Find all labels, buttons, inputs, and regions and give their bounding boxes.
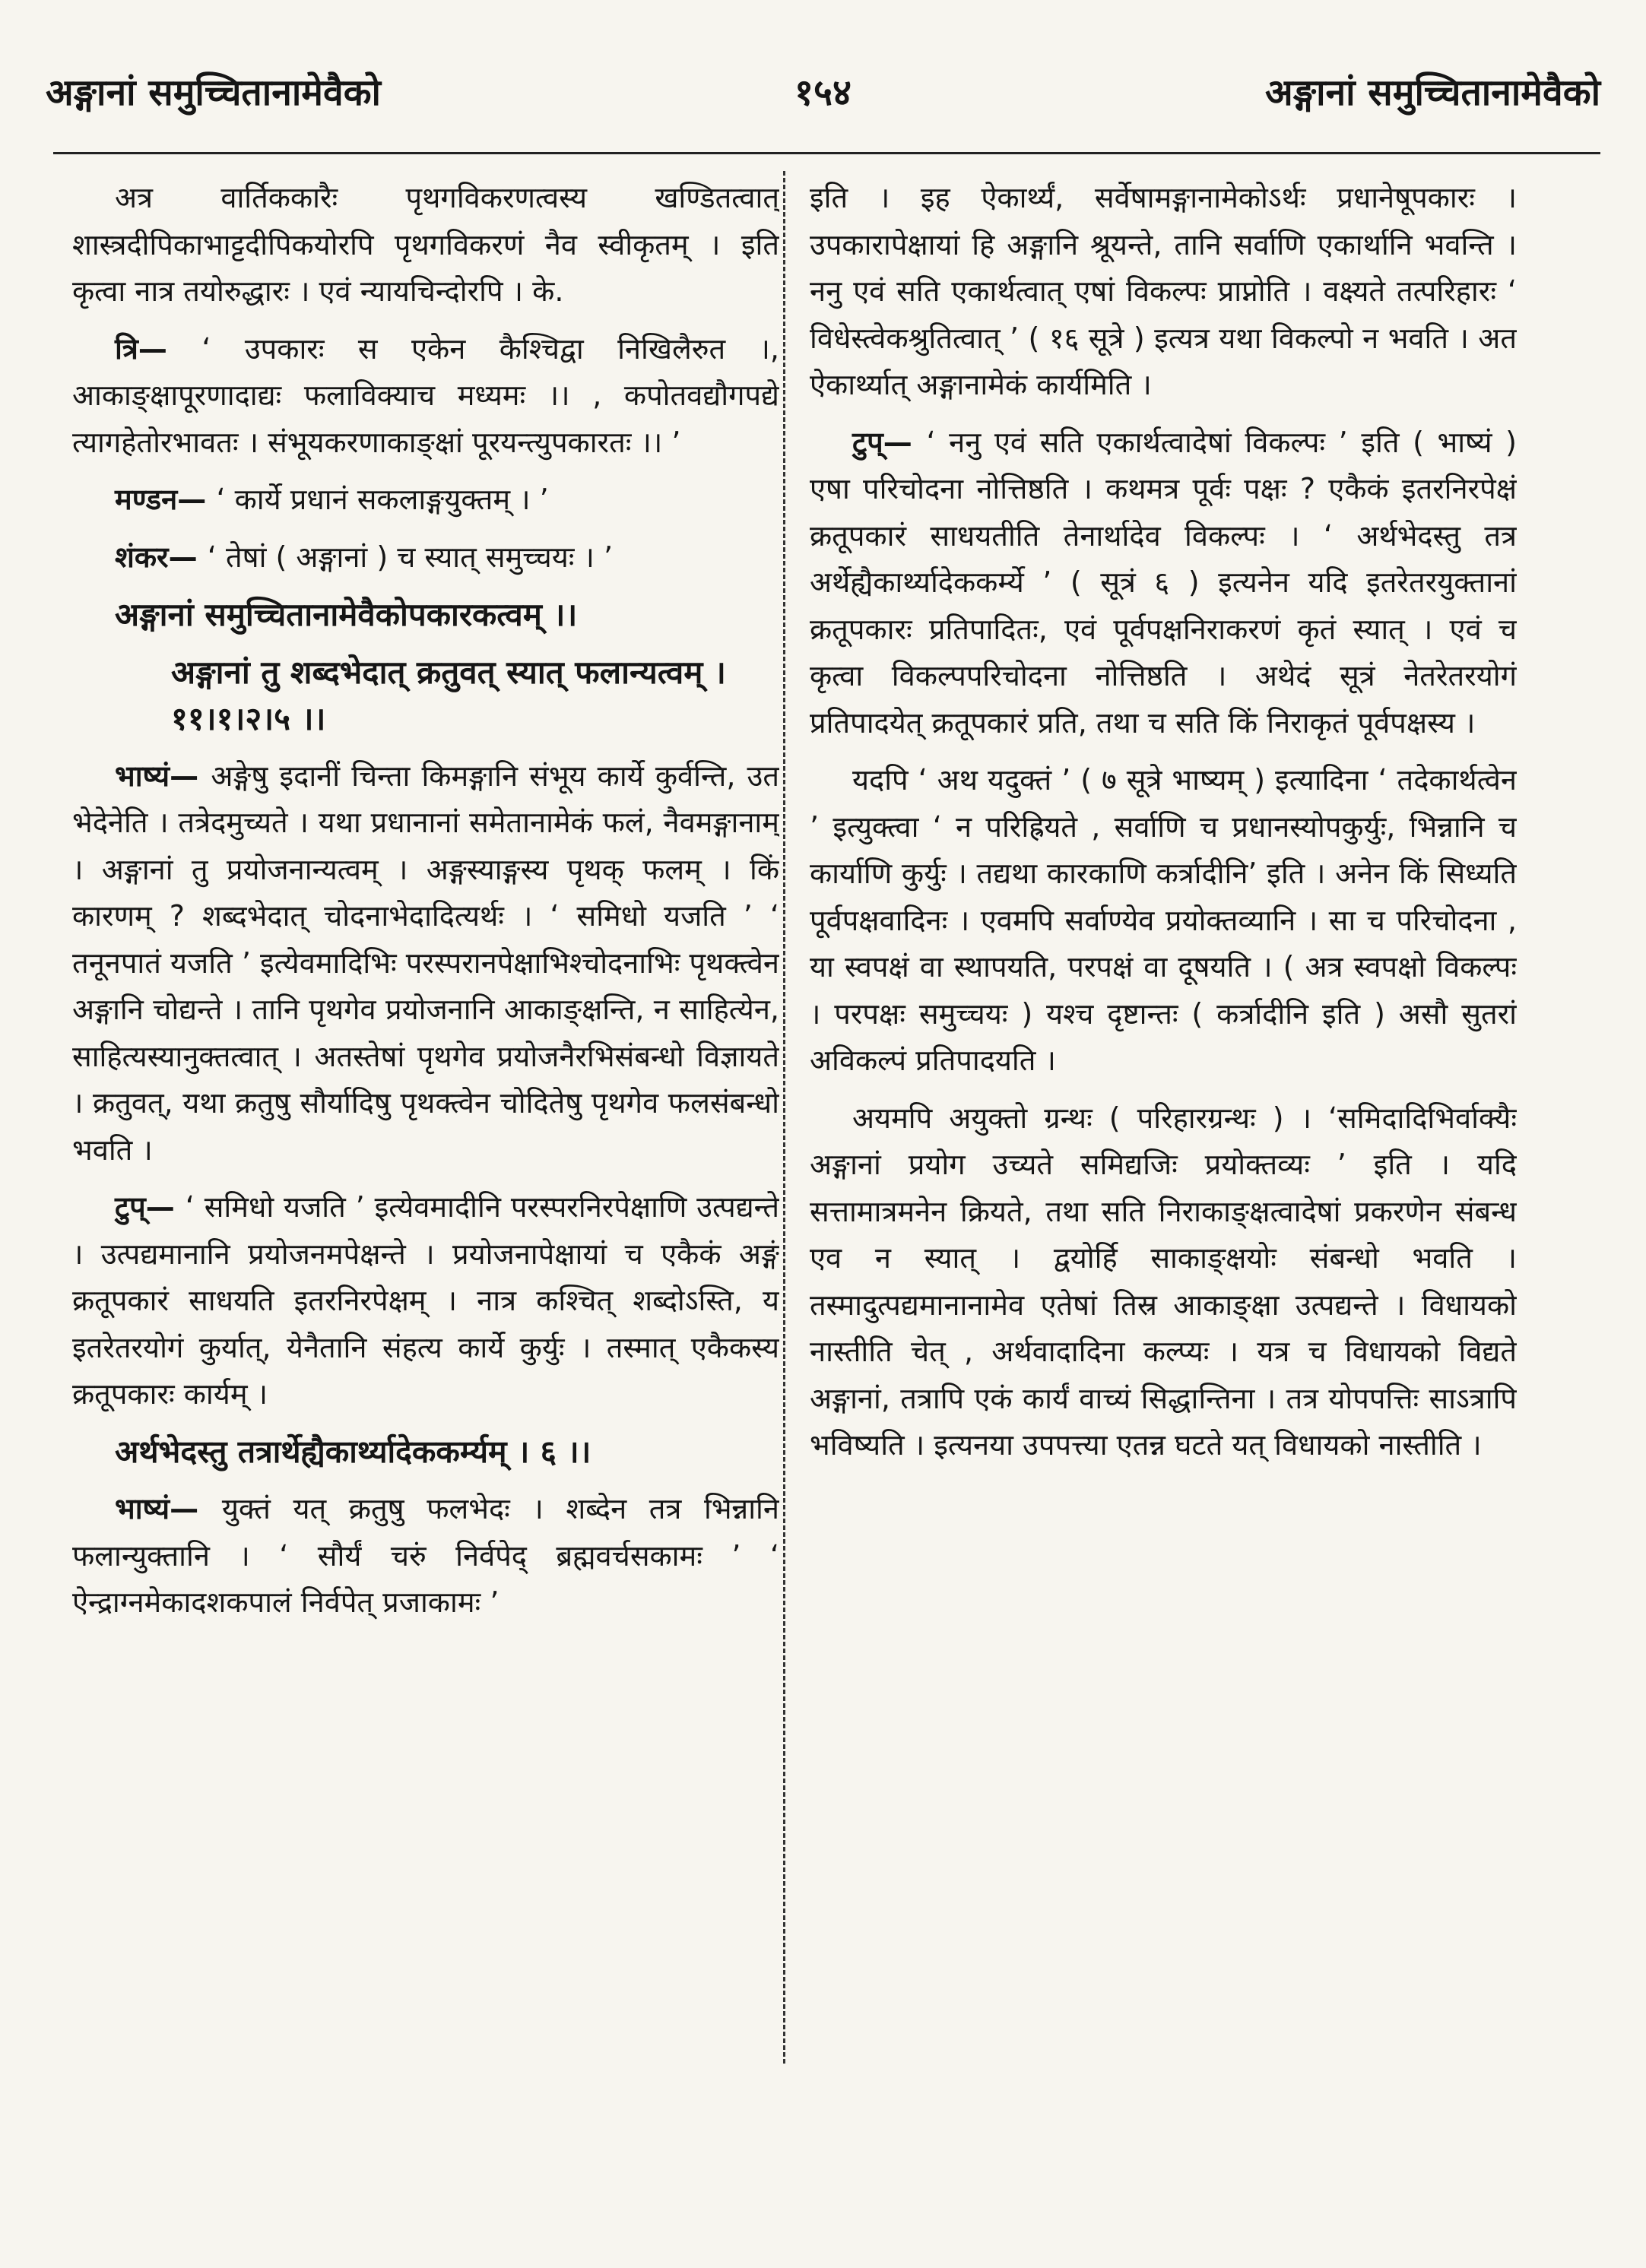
- paragraph: [72, 591, 779, 638]
- paragraph-text: यदपि ‘ अथ यदुक्तं ’ ( ७ सूत्रे भाष्यम् ) इत्यादिना ‘ तदेकार्थत्वेन ’ इत्युक्त्वा ‘ न परिह्रियते , सर्वाणि च प्रधानस्योपकुर्युः, भिन्नानि च कार्याणि कुर्युः । तद्यथा कारकाणि कर्त्रादीनि’ इति । अनेन किं सिध्यति पूर्वपक्षवादिनः । एवमपि सर्वाण्येव प्रयोक्तव्यानि । सा च परिचोदना , या स्वपक्षं वा स्थापयति, परपक्षं वा दूषयति । ( अत्र स्वपक्षो विकल्पः । परपक्षः समुच्चयः ) यश्च दृष्टान्तः ( कर्त्रादीनि इति ) असौ सुतरां अविकल्पं प्रतिपादयति ।: [810, 763, 1517, 1077]
- paragraph-text: ‘ ननु एवं सति एकार्थत्वादेषां विकल्पः ’ इति ( भाष्यं ) एषा परिचोदना नोत्तिष्ठति । कथमत्र पूर्वः पक्षः ? एकैकं इतरनिरपेक्षं क्रतूपकारं साधयतीति तेनार्थादेव विकल्पः । ‘ अर्थभेदस्तु तत्र अर्थेह्यैकार्थ्यादेककर्म्ये ’ ( सूत्रं ६ ) इत्यनेन यदि इतरेतरयुक्तानां क्रतूपकारः प्रतिपादितः, एवं पूर्वपक्षनिराकरणं कृतं स्यात् । एवं च कृत्वा विकल्पपरिचोदना नोत्तिष्ठति । अथेदं सूत्रं नेतरेतरयोगं प्रतिपादयेत् क्रतूपकारं प्रति, तथा च सति किं निराकृतं पूर्वपक्षस्य ।: [810, 425, 1517, 740]
- speaker-label: मण्डन—: [115, 483, 217, 516]
- paragraph-text: ‘ तेषां ( अङ्गानां ) च स्यात् समुच्चयः । ’: [207, 540, 614, 574]
- left-column: [72, 175, 779, 2227]
- paragraph-text: ‘ उपकारः स एकेन कैश्चिद्वा निखिलैरुत ।, आकाङ्क्षापूरणादाद्यः फलाविक्याच मध्यमः ।। , कपोतवद्यौगपद्ये त्यागहेतोरभावतः । संभूयकरणाकाङ्क्षां पूरयन्त्युपकारतः ।। ’: [72, 331, 779, 459]
- paragraph-text: अत्र वार्तिककारैः पृथगविकरणत्वस्य खण्डितत्वात् शास्त्रदीपिकाभाट्टदीपिकयोरपि पृथगविकरणं नैव स्वीकृतम् । इति कृत्वा नात्र तयोरुद्धारः । एवं न्यायचिन्दोरपि । के.: [72, 181, 779, 308]
- paragraph-text: अयमपि अयुक्तो ग्रन्थः ( परिहारग्रन्थः ) । ‘समिदादिभिर्वाक्यैः अङ्गानां प्रयोग उच्यते समिद्यजिः प्रयोक्तव्यः ’ इति । यदि सत्तामात्रमनेन क्रियते, तथा सति निराकाङ्क्षत्वादेषां प्रकरणेन संबन्ध एव न स्यात् । द्वयोर्हि साकाङ्क्षयोः संबन्धो भवति । तस्मादुत्पद्यमानानामेव एतेषां तिस्र आकाङ्क्षा उत्पद्यन्ते । विधायको नास्तीति चेत् , अर्थवादादिना कल्प्यः । यत्र च विधायको विद्यते अङ्गानां, तत्रापि एकं कार्यं वाच्यं सिद्धान्तिना । तत्र योपपत्तिः साऽत्रापि भविष्यति । इत्यनया उपपत्त्या एतन्न घटते यत् विधायको नास्तीति ।: [810, 1101, 1517, 1462]
- paragraph-text: अङ्गानां तु शब्दभेदात् क्रतुवत् स्यात् फलान्यत्वम् । ११।१।२।५ ।।: [171, 653, 726, 737]
- page-number: १५४: [794, 71, 852, 114]
- running-head-left: अङ्गानां समुच्चितानामेवैको: [46, 71, 381, 114]
- paragraph: [72, 477, 779, 524]
- paragraph: [72, 1184, 779, 1418]
- paragraph: [72, 534, 779, 581]
- speaker-label: शंकर—: [115, 540, 208, 574]
- speaker-label: भाष्यं—: [115, 759, 211, 793]
- right-column: [810, 175, 1517, 2227]
- paragraph: [810, 175, 1517, 409]
- paragraph: [72, 175, 779, 315]
- paragraph-text: अङ्गेषु इदानीं चिन्ता किमङ्गानि संभूय कार्ये कुर्वन्ति, उत भेदेनेति । तत्रेदमुच्यते । यथा प्रधानानां समेतानामेकं फलं, नैवमङ्गानाम् । अङ्गानां तु प्रयोजनान्यत्वम् । अङ्गस्याङ्गस्य पृथक् फलम् । किं कारणम् ? शब्दभेदात् चोदनाभेदादित्यर्थः । ‘ समिधो यजति ’ ‘ तनूनपातं यजति ’ इत्येवमादिभिः परस्परानपेक्षाभिश्चोदनाभिः पृथक्त्वेन अङ्गानि चोद्यन्ते । तानि पृथगेव प्रयोजनानि आकाङ्क्षन्ति, न साहित्येन, साहित्यस्यानुक्तत्वात् । अतस्तेषां पृथगेव प्रयोजनैरभिसंबन्धो विज्ञायते । क्रतुवत्, यथा क्रतुषु सौर्यादिषु पृथक्त्वेन चोदितेषु पृथगेव फलसंबन्धो भवति ।: [72, 759, 779, 1167]
- speaker-label: टुप्—: [115, 1190, 186, 1224]
- column-divider: [783, 171, 785, 2064]
- paragraph-text: युक्तं यत् क्रतुषु फलभेदः । शब्देन तत्र भिन्नानि फलान्युक्तानि । ‘ सौर्यं चरुं निर्वपेद् ब्रह्मवर्चसकामः ’ ‘ ऐन्द्राग्नमेकादशकपालं निर्वपेत् प्रजाकामः ’: [72, 1492, 779, 1619]
- paragraph: [72, 1486, 779, 1627]
- speaker-label: टुप्—: [852, 425, 927, 459]
- paragraph: [810, 420, 1517, 747]
- paragraph-text: ‘ समिधो यजति ’ इत्येवमादीनि परस्परनिरपेक्षाणि उत्पद्यन्ते । उत्पद्यमानानि प्रयोजनमपेक्षन्ते । प्रयोजनापेक्षायां च एकैकं अङ्गं क्रतूपकारं साधयति इतरनिरपेक्षम् । नात्र कश्चित् शब्दोऽस्ति, य इतरेतरयोगं कुर्यात्, येनैतानि संहत्य कार्ये कुर्युः । तस्मात् एकैकस्य क्रतूपकारः कार्यम् ।: [72, 1190, 779, 1411]
- speaker-label: त्रि—: [115, 331, 202, 366]
- paragraph: [810, 1095, 1517, 1469]
- paragraph-text: इति । इह ऐकार्थ्यं, सर्वेषामङ्गानामेकोऽर्थः प्रधानेषूपकारः । उपकारापेक्षायां हि अङ्गानि श्रूयन्ते, तानि सर्वाणि एकार्थानि भवन्ति । ननु एवं सति एकार्थत्वात् एषां विकल्पः प्राप्नोति । वक्ष्यते तत्परिहारः ‘ विधेस्त्वेकश्रुतित्वात् ’ ( १६ सूत्रे ) इत्यत्र यथा विकल्पो न भवति । अत ऐकार्थ्यात् अङ्गानामेकं कार्यमिति ।: [810, 181, 1517, 401]
- running-head-right: अङ्गानां समुच्चितानामेवैको: [1265, 71, 1600, 114]
- paragraph: [72, 753, 779, 1174]
- paragraph-text: अङ्गानां समुच्चितानामेवैकोपकारकत्वम् ।।: [115, 596, 578, 633]
- paragraph-text: अर्थभेदस्तु तत्रार्थेह्यैकार्थ्यादेककर्म्यम् । ६ ।।: [115, 1433, 591, 1470]
- page-header: [46, 53, 1600, 137]
- paragraph: [72, 1429, 779, 1476]
- paragraph: [72, 326, 779, 467]
- header-rule: [53, 152, 1600, 154]
- paragraph: [72, 649, 779, 743]
- paragraph-text: ‘ कार्ये प्रधानं सकलाङ्गयुक्तम् । ’: [216, 483, 549, 516]
- speaker-label: भाष्यं—: [115, 1492, 222, 1525]
- paragraph: [810, 757, 1517, 1085]
